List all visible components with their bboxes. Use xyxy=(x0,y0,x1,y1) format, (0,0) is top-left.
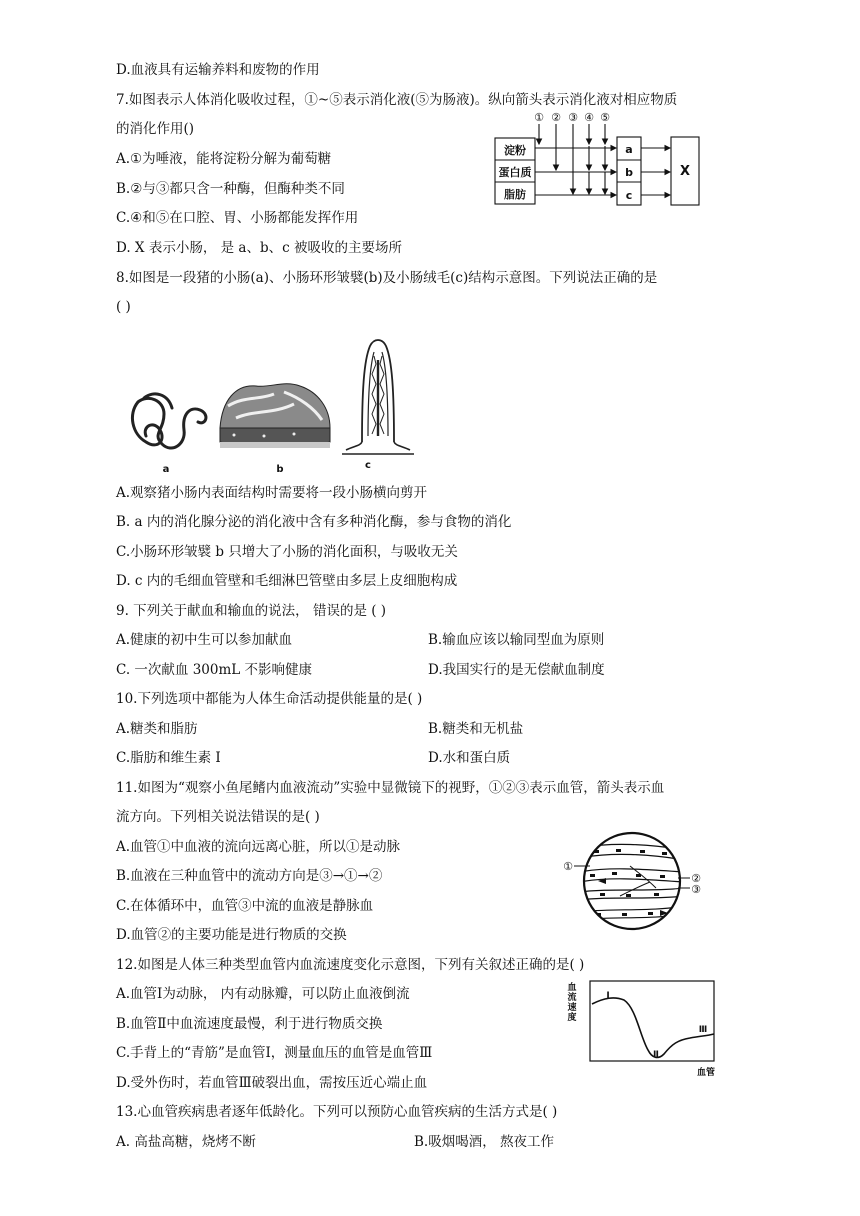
q9-stem: 9. 下列关于献血和输血的说法， 错误的是 ( ) xyxy=(116,603,387,619)
q8-option-c: C.小肠环形皱襞 b 只增大了小肠的消化面积，与吸收无关 xyxy=(116,544,458,560)
product-b: b xyxy=(625,166,633,179)
vessel-mark-3: Ⅲ xyxy=(698,1025,708,1035)
q8-stem-line1: 8.如图是一段猪的小肠(a)、小肠环形皱襞(b)及小肠绒毛(c)结构示意图。下列说法正确的是 xyxy=(116,270,658,286)
target-x: X xyxy=(679,164,691,179)
vessel-mark-1: Ⅰ xyxy=(606,991,610,1001)
q13-option-a: A. 高盐高糖，烧烤不断 xyxy=(116,1134,256,1150)
small-intestine-drawing xyxy=(132,394,205,448)
ylabel-char-2: 流 xyxy=(567,993,577,1003)
ylabel-char-3: 速 xyxy=(567,1003,577,1013)
q10-stem: 10.下列选项中都能为人体生命活动提供能量的是( ) xyxy=(116,691,423,707)
q7-option-c: C.④和⑤在口腔、胃、小肠都能发挥作用 xyxy=(116,210,359,226)
vessel-label-2: ② xyxy=(691,872,701,885)
digestion-diagram xyxy=(492,108,704,210)
circular-fold-drawing xyxy=(220,384,330,448)
q12-option-c: C.手背上的“青筋”是血管Ⅰ，测量血压的血管是血管Ⅲ xyxy=(116,1045,433,1061)
q11-option-b: B.血液在三种血管中的流动方向是③→①→② xyxy=(116,868,383,884)
q12-stem: 12.如图是人体三种类型血管内血流速度变化示意图，下列有关叙述正确的是( ) xyxy=(116,957,585,973)
xlabel: 血管 xyxy=(696,1068,716,1078)
q11-option-d: D.血管②的主要功能是进行物质的交换 xyxy=(116,927,347,943)
substance-fat: 脂肪 xyxy=(504,188,526,201)
juice-number-4: ④ xyxy=(584,111,594,124)
q10-option-b: B.糖类和无机盐 xyxy=(428,721,524,737)
q9-option-a: A.健康的初中生可以参加献血 xyxy=(116,632,293,648)
flow-speed-curve xyxy=(592,998,714,1058)
q10-option-d: D.水和蛋白质 xyxy=(428,750,511,766)
figure-label-b: b xyxy=(276,464,284,475)
product-a: a xyxy=(625,143,633,156)
juice-number-5: ⑤ xyxy=(600,111,610,124)
juice-number-1: ① xyxy=(534,111,544,124)
q8-option-a: A.观察猪小肠内表面结构时需要将一段小肠横向剪开 xyxy=(116,485,428,501)
q11-stem-line2: 流方向。下列相关说法错误的是( ) xyxy=(116,809,320,825)
substance-protein: 蛋白质 xyxy=(498,166,532,179)
q7-option-a: A.①为唾液，能将淀粉分解为葡萄糖 xyxy=(116,151,332,167)
q11-option-a: A.血管①中血液的流向远离心脏，所以①是动脉 xyxy=(116,839,401,855)
villus-drawing xyxy=(342,340,414,454)
vessel-label-3: ③ xyxy=(691,883,701,896)
q7-stem-line1: 7.如图表示人体消化吸收过程，①~⑤表示消化液(⑤为肠液)。纵向箭头表示消化液对相应物质 xyxy=(116,92,678,108)
q12-option-a: A.血管Ⅰ为动脉， 内有动脉瓣，可以防止血液倒流 xyxy=(116,986,410,1002)
q6-option-d: D.血液具有运输养料和废物的作用 xyxy=(116,62,320,78)
q13-stem: 13.心血管疾病患者逐年低龄化。下列可以预防心血管疾病的生活方式是( ) xyxy=(116,1104,558,1120)
vessel-mark-2: Ⅱ xyxy=(653,1050,659,1060)
product-c: c xyxy=(625,189,633,202)
q10-option-c: C.脂肪和维生素 I xyxy=(116,750,221,766)
q8-option-b: B. a 内的消化腺分泌的消化液中含有多种消化酶，参与食物的消化 xyxy=(116,514,512,530)
q10-option-a: A.糖类和脂肪 xyxy=(116,721,198,737)
q11-stem-line1: 11.如图为“观察小鱼尾鳍内血液流动”实验中显微镜下的视野，①②③表示血管，箭头表示血 xyxy=(116,780,665,796)
digestive-juice-numbers xyxy=(534,111,610,124)
q13-option-b: B.吸烟喝酒， 熬夜工作 xyxy=(414,1134,555,1150)
juice-number-2: ② xyxy=(551,111,561,124)
blood-flow-chart xyxy=(560,976,720,1080)
substance-starch: 淀粉 xyxy=(504,144,526,157)
q8-option-d: D. c 内的毛细血管壁和毛细淋巴管壁由多层上皮细胞构成 xyxy=(116,573,458,589)
q12-option-d: D.受外伤时，若血管Ⅲ破裂出血，需按压近心端止血 xyxy=(116,1075,428,1091)
juice-number-3: ③ xyxy=(568,111,578,124)
figure-label-a: a xyxy=(162,464,170,475)
ylabel-char-4: 度 xyxy=(567,1013,577,1023)
q7-option-b: B.②与③都只含一种酶，但酶种类不同 xyxy=(116,181,345,197)
figure-label-c: c xyxy=(365,460,371,471)
q12-option-b: B.血管Ⅱ中血流速度最慢，利于进行物质交换 xyxy=(116,1016,383,1032)
q8-stem-line2: ( ) xyxy=(116,299,131,315)
microscope-field-figure xyxy=(560,826,710,936)
q9-option-d: D.我国实行的是无偿献血制度 xyxy=(428,662,605,678)
q11-option-c: C.在体循环中，血管③中流的血液是静脉血 xyxy=(116,898,374,914)
q9-option-c: C. 一次献血 300mL 不影响健康 xyxy=(116,662,313,678)
q7-option-d: D. X 表示小肠， 是 a、b、c 被吸收的主要场所 xyxy=(116,240,402,256)
q7-stem-line2: 的消化作用() xyxy=(116,121,195,137)
q9-option-b: B.输血应该以输同型血为原则 xyxy=(428,632,605,648)
ylabel-char-1: 血 xyxy=(567,983,577,993)
intestine-figure xyxy=(124,330,414,476)
vessel-label-1: ① xyxy=(563,860,573,873)
